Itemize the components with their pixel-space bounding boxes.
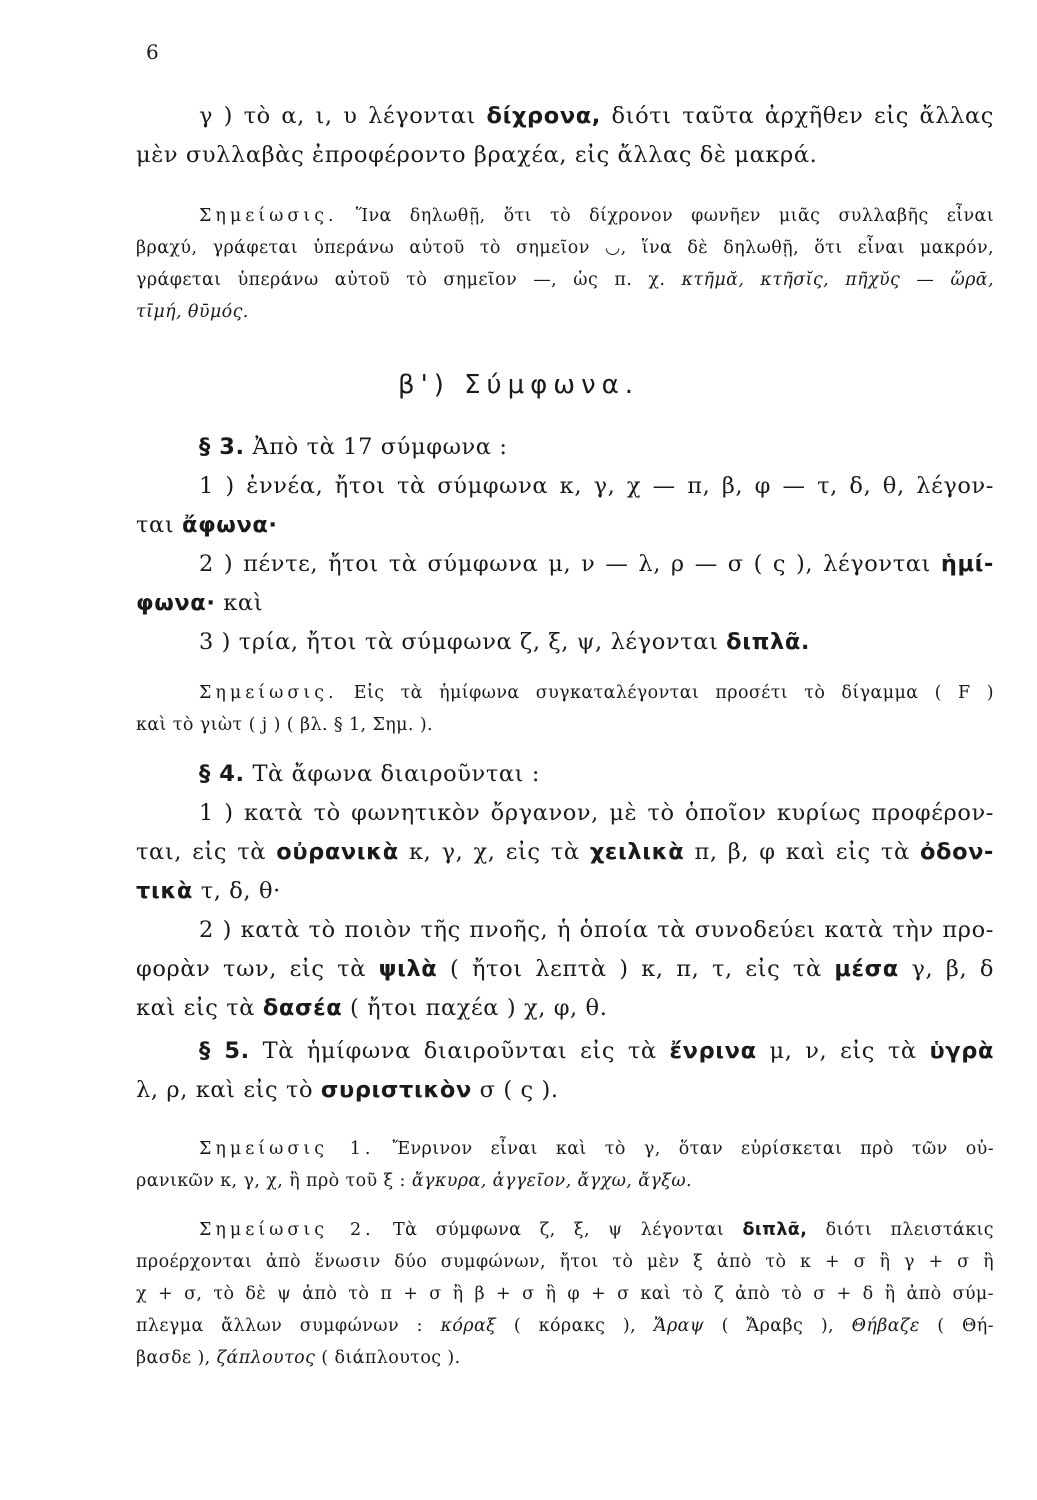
text-line: μὲν συλλαβὰς ἐπροφέροντο βραχέα, εἰς ἄλλας δὲ μακρά. [136,142,818,168]
text-line: § 4. Τὰ ἄφωνα διαιροῦνται : [199,761,541,787]
text-line: πλεγμα ἄλλων συμφώνων : κόραξ ( κόρακς ), Ἄραψ ( Ἄραβς ), Θήβαζε ( Θή- [136,1316,994,1336]
text-line: χ + σ, τὸ δὲ ψ ἀπὸ τὸ π + σ ἢ β + σ ἢ φ + σ καὶ τὸ ζ ἀπὸ τὸ σ + δ ἢ ἀπὸ σύμ- [136,1284,994,1304]
text-line: βασδε ), ζάπλουτος ( διάπλουτος ). [136,1348,461,1368]
text-line: Σημείωσις 2. Τὰ σύμφωνα ζ, ξ, ψ λέγονται διπλᾶ, διότι πλειστάκις [199,1220,995,1240]
section-5 [136,1032,994,1110]
term-dichrona: δίχρονα, [486,103,601,129]
text-line: § 3. Ἀπὸ τὰ 17 σύμφωνα : [199,434,508,460]
note-label: Σημείωσις. [199,683,338,703]
text-line: γράφεται ὑπεράνω αὐτοῦ τὸ σημεῖον —, ὡς π. χ. κτῆμᾰ, κτῆσῐς, πῆχῠς — ὥρᾱ, [136,270,994,290]
text-line: § 5. Τὰ ἡμίφωνα διαιροῦνται εἰς τὰ ἔνρινα μ, ν, εἰς τὰ ὑγρὰ [199,1038,994,1064]
text-line: ρανικῶν κ, γ, χ, ἢ πρὸ τοῦ ξ : ἄγκυρα, ἀγγεῖον, ἄγχω, ἄγξω. [136,1171,692,1191]
paragraph-gamma [136,97,994,175]
section-mark: § 3. [199,434,245,460]
text-line: γ ) τὸ α, ι, υ λέγονται δίχρονα, διότι ταῦτα ἀρχῆθεν εἰς ἄλλας [199,103,994,129]
note-label: Σημείωσις. [199,206,338,226]
text-line: Σημείωσις. Εἰς τὰ ἡμίφωνα συγκαταλέγονται προσέτι τὸ δίγαμμα ( F ) [199,683,994,703]
text-line: φωνα· καὶ [136,590,264,616]
note-quantity-marks [136,200,994,328]
note-nasal-gamma [136,1133,994,1197]
page-number: 6 [146,40,159,64]
text-line: 1 ) ἐννέα, ἤτοι τὰ σύμφωνα κ, γ, χ — π, β, φ — τ, δ, θ, λέγον- [199,473,994,499]
text-line: Σημείωσις 1. Ἔνρινον εἶναι καὶ τὸ γ, ὅταν εὑρίσκεται πρὸ τῶν οὐ- [199,1139,995,1159]
text-line: φορὰν των, εἰς τὰ ψιλὰ ( ἤτοι λεπτὰ ) κ, π, τ, εἰς τὰ μέσα γ, β, δ [136,956,994,982]
text-line: ται ἄφωνα· [136,512,278,538]
text-line: ται, εἰς τὰ οὐρανικὰ κ, γ, χ, εἰς τὰ χειλικὰ π, β, φ καὶ εἰς τὰ ὀδον- [136,839,994,865]
text-line: προέρχονται ἀπὸ ἕνωσιν δύο συμφώνων, ἤτοι τὸ μὲν ξ ἀπὸ τὸ κ + σ ἢ γ + σ ἢ [136,1252,994,1272]
section-3 [136,428,994,662]
text-line: λ, ρ, καὶ εἰς τὸ συριστικὸν σ ( ς ). [136,1077,559,1103]
note-semivowels [136,677,994,741]
note-label: Σημείωσις 1. [199,1139,375,1159]
text-line: καὶ τὸ γιὼτ ( j ) ( βλ. § 1, Σημ. ). [136,715,434,735]
text-line: 1 ) κατὰ τὸ φωνητικὸν ὄργανον, μὲ τὸ ὁποῖον κυρίως προφέρον- [199,800,994,826]
section-mark: § 5. [199,1038,250,1064]
text-line: τῑμή, θῡμός. [136,302,249,322]
text-line: 2 ) πέντε, ἤτοι τὰ σύμφωνα μ, ν — λ, ρ — σ ( ς ), λέγονται ἡμί- [199,551,994,577]
section-heading: β') Σύμφωνα. [397,370,639,400]
text-line: τικὰ τ, δ, θ· [136,878,281,904]
text-line: καὶ εἰς τὰ δασέα ( ἤτοι παχέα ) χ, φ, θ. [136,995,608,1021]
section-mark: § 4. [199,761,245,787]
text-line: 3 ) τρία, ἤτοι τὰ σύμφωνα ζ, ξ, ψ, λέγονται διπλᾶ. [199,629,811,655]
note-label: Σημείωσις 2. [199,1220,375,1240]
note-double-consonants [136,1214,994,1374]
section-4 [136,755,994,1028]
text-line: 2 ) κατὰ τὸ ποιὸν τῆς πνοῆς, ἡ ὁποία τὰ συνοδεύει κατὰ τὴν προ- [199,917,994,943]
text-line: βραχύ, γράφεται ὑπεράνω αὐτοῦ τὸ σημεῖον ◡, ἵνα δὲ δηλωθῇ, ὅτι εἶναι μακρόν, [136,238,994,258]
text-line: Σημείωσις. Ἵνα δηλωθῇ, ὅτι τὸ δίχρονον φωνῆεν μιᾶς συλλαβῆς εἶναι [199,206,994,226]
